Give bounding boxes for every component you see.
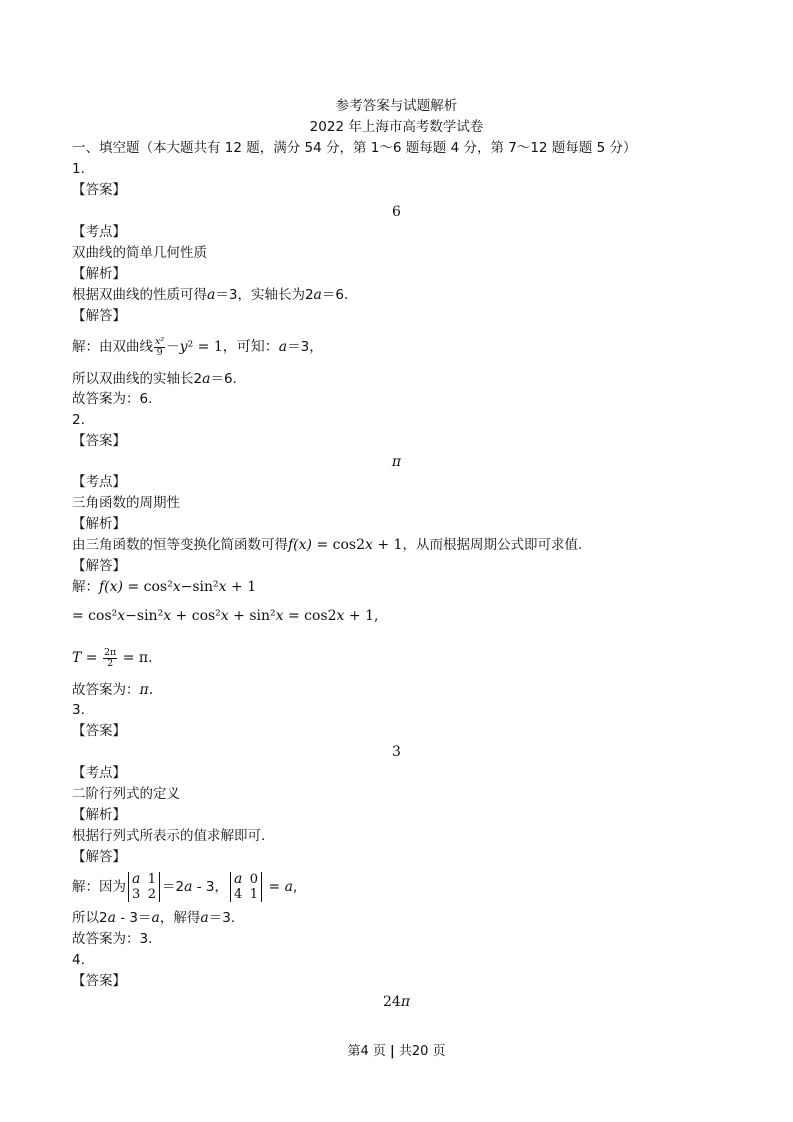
kaodian-label: 【考点】	[72, 765, 126, 781]
solution-line: 解：因为 a 1 3 2 ＝2a - 3， a 0 4 1 = a,	[72, 871, 298, 902]
solution-line: 所以双曲线的实轴长2a＝6.	[72, 371, 237, 387]
jiexi-label: 【解析】	[72, 516, 126, 532]
question-number: 1.	[72, 161, 85, 177]
page-footer: 第4 页 | 共20 页	[347, 1044, 446, 1059]
question-number: 4.	[72, 952, 85, 968]
fraction: $\frac{2\pi}{2}$	[103, 646, 117, 669]
final-answer: 故答案为：π.	[72, 682, 154, 698]
jieda-label: 【解答】	[72, 558, 126, 574]
jiexi-text: 根据行列式所表示的值求解即可.	[72, 828, 266, 844]
answer-value: π	[391, 454, 402, 470]
final-answer: 故答案为：6.	[72, 391, 153, 407]
answer-value: 3	[392, 744, 401, 760]
doc-subtitle: 2022 年上海市高考数学试卷	[309, 119, 484, 135]
kaodian-text: 三角函数的周期性	[72, 495, 180, 511]
question-number: 2.	[72, 412, 85, 428]
solution-line: = cos²x−sin²x + cos²x + sin²x = cos2x + 1,	[72, 608, 379, 624]
kaodian-text: 双曲线的简单几何性质	[72, 245, 207, 261]
kaodian-label: 【考点】	[72, 224, 126, 240]
jiexi-label: 【解析】	[72, 807, 126, 823]
answer-label: 【答案】	[72, 433, 126, 449]
section-heading: 一、填空题（本大题共有 12 题，满分 54 分，第 1～6 题每题 4 分，第 7～12 题每题 5 分）	[72, 140, 637, 156]
jiexi-text: 由三角函数的恒等变换化简函数可得f(x) = cos2x + 1，从而根据周期公式即可求值.	[72, 537, 583, 553]
jiexi-label: 【解析】	[72, 266, 126, 282]
answer-label: 【答案】	[72, 973, 126, 989]
jiexi-text: 根据双曲线的性质可得a＝3，实轴长为2a＝6.	[72, 287, 349, 303]
jieda-label: 【解答】	[72, 849, 126, 865]
determinant-1: a 1 3 2	[128, 872, 160, 902]
answer-label: 【答案】	[72, 182, 126, 198]
solution-line: T = $\frac{2\pi}{2}$ = π.	[72, 646, 153, 669]
determinant-2: a 0 4 1	[230, 872, 262, 902]
kaodian-label: 【考点】	[72, 474, 126, 490]
fraction: $\frac{\text{x²}}{9}$	[155, 335, 165, 358]
doc-title: 参考答案与试题解析	[335, 98, 458, 114]
answer-value: 24π	[382, 994, 411, 1010]
final-answer: 故答案为：3.	[72, 931, 153, 947]
solution-line: 所以2a - 3＝a，解得a＝3.	[72, 910, 236, 926]
answer-label: 【答案】	[72, 723, 126, 739]
answer-value: 6	[392, 204, 401, 220]
solution-line: 解：f(x) = cos²x−sin²x + 1	[72, 579, 257, 595]
kaodian-text: 二阶行列式的定义	[72, 786, 180, 802]
solution-line: 解：由双曲线 $\frac{\text{x²}}{9}$ －y² = 1，可知：a＝3，	[72, 335, 323, 358]
jieda-label: 【解答】	[72, 308, 126, 324]
question-number: 3.	[72, 702, 85, 718]
